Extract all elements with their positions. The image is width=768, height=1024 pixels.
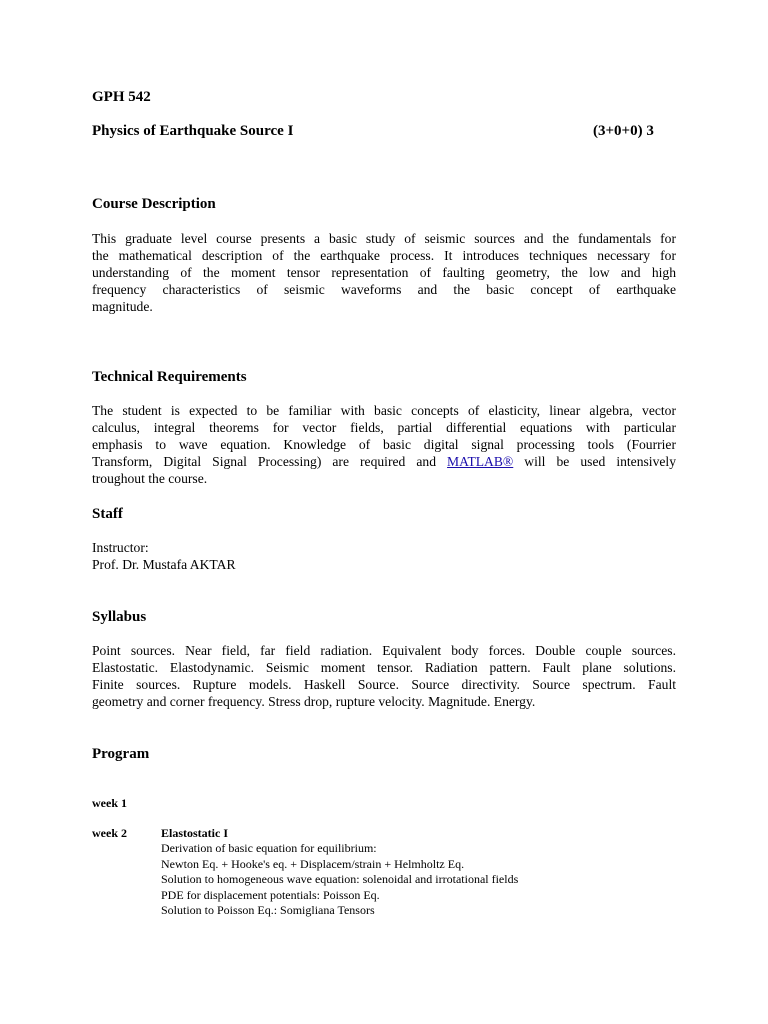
requirements-line-with-link (92, 453, 676, 470)
requirements-text: will be used intensively (513, 454, 676, 469)
syllabus-line: Finite sources. Rupture models. Haskell Source. Source directivity. Source spectrum. Fault (92, 677, 676, 692)
description-line: understanding of the moment tensor representation of faulting geometry, the low and high (92, 265, 676, 280)
week-topic-title: Elastostatic I (161, 826, 228, 840)
week-content (161, 826, 518, 918)
description-line: frequency characteristics of seismic waveforms and the basic concept of earthquake (92, 282, 676, 297)
staff-block (92, 539, 676, 573)
description-paragraph (92, 230, 676, 315)
course-code: GPH 542 (92, 89, 151, 105)
course-credits: (3+0+0) 3 (593, 123, 654, 139)
week-label: week 1 (92, 796, 127, 810)
week-topic-line: Derivation of basic equation for equilibrium: (161, 841, 377, 856)
week-topic-line: Solution to homogeneous wave equation: solenoidal and irrotational fields (161, 872, 519, 887)
requirements-paragraph (92, 402, 676, 487)
requirements-line: calculus, integral theorems for vector fields, partial differential equations with particular (92, 420, 676, 435)
requirements-line: emphasis to wave equation. Knowledge of basic digital signal processing tools (Fourrier (92, 437, 676, 452)
syllabus-line: geometry and corner frequency. Stress drop, rupture velocity. Magnitude. Energy. (92, 694, 536, 709)
section-heading-requirements: Technical Requirements (92, 369, 247, 385)
syllabus-line: Elastostatic. Elastodynamic. Seismic moment tensor. Radiation pattern. Fault plane solutions. (92, 660, 676, 675)
week-label: week 2 (92, 826, 127, 840)
week-topic-line: PDE for displacement potentials: Poisson Eq. (161, 887, 380, 902)
week-topic-line: Newton Eq. + Hooke's eq. + Displacem/strain + Helmholtz Eq. (161, 856, 465, 871)
requirements-text: Transform, Digital Signal Processing) are required and (92, 454, 448, 469)
staff-name: Prof. Dr. Mustafa AKTAR (92, 557, 236, 572)
section-heading-syllabus: Syllabus (92, 609, 147, 625)
description-line: magnitude. (92, 299, 153, 314)
staff-role: Instructor: (92, 540, 149, 555)
matlab-link[interactable]: MATLAB® (447, 454, 514, 469)
description-line: This graduate level course presents a basic study of seismic sources and the fundamentals for (92, 231, 676, 246)
section-heading-staff: Staff (92, 506, 123, 522)
section-heading-description: Course Description (92, 196, 216, 212)
section-heading-program: Program (92, 746, 150, 762)
requirements-line: troughout the course. (92, 471, 208, 486)
week-topic-line: Solution to Poisson Eq.: Somigliana Tensors (161, 903, 375, 918)
syllabus-paragraph (92, 642, 676, 710)
description-line: the mathematical description of the earthquake process. It introduces techniques necessary for (92, 248, 676, 263)
requirements-line: The student is expected to be familiar with basic concepts of elasticity, linear algebra, vector (92, 403, 676, 418)
syllabus-line: Point sources. Near field, far field radiation. Equivalent body forces. Double couple sources. (92, 643, 676, 658)
course-title: Physics of Earthquake Source I (92, 123, 294, 139)
